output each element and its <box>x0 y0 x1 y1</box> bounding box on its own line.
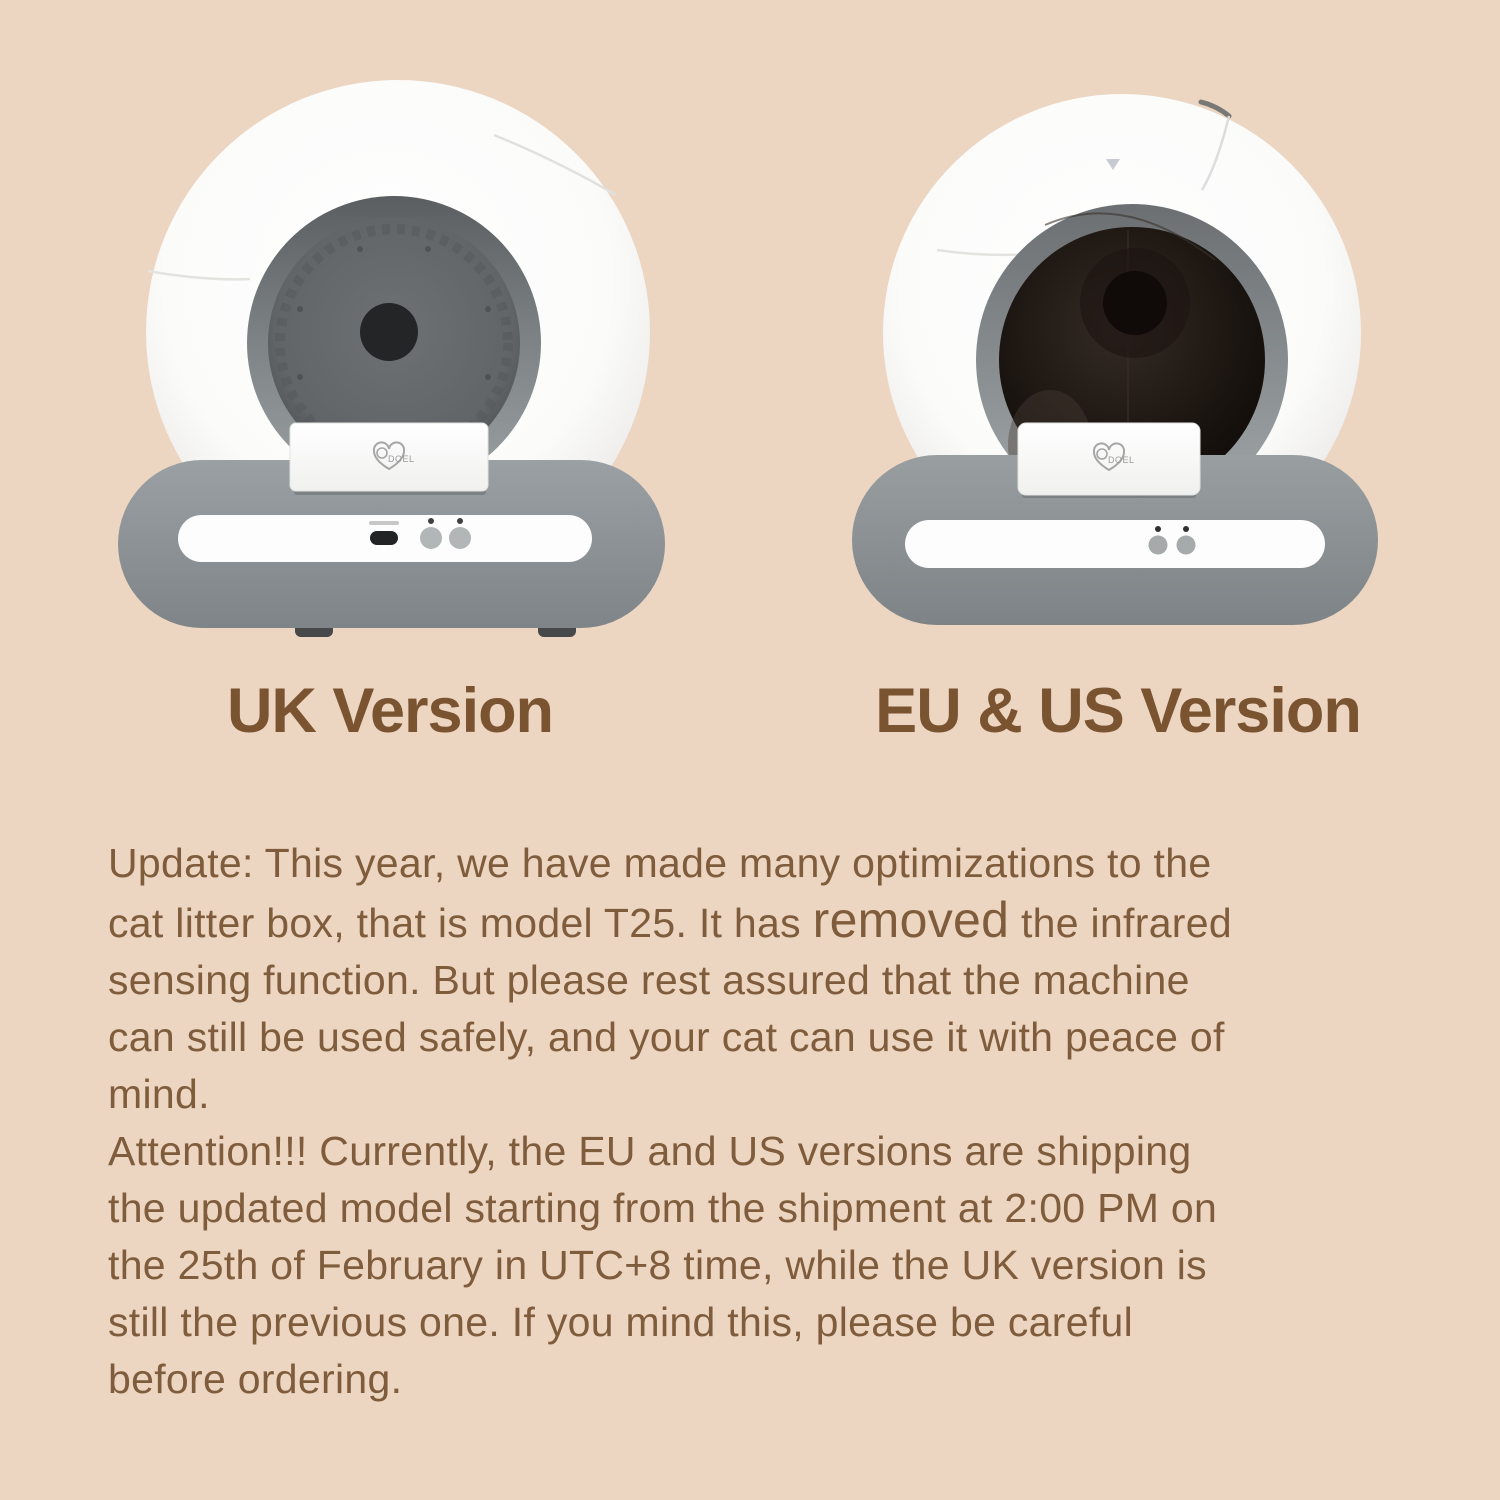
uk-litter-box-illustration <box>110 55 670 645</box>
description-line <box>108 1066 1453 1123</box>
brand-logo-text: DOEL <box>1108 455 1135 465</box>
description-line <box>108 1294 1453 1351</box>
product-photo-eu-us <box>845 60 1390 640</box>
description-line <box>108 1009 1453 1066</box>
description-segment: before ordering. <box>108 1356 403 1402</box>
port-label <box>369 521 399 525</box>
door-center-cap <box>360 303 418 361</box>
eu-us-version-heading: EU & US Version <box>875 676 1361 746</box>
brand-logo-text: DOEL <box>388 454 415 464</box>
description-segment: Update: This year, we have made many optimizations to the <box>108 840 1212 886</box>
description-segment: the updated model starting from the shipment at 2:00 PM on <box>108 1185 1218 1231</box>
control-button <box>1177 536 1196 555</box>
indicator-dot <box>457 518 463 524</box>
description-line <box>108 1123 1453 1180</box>
description-line <box>108 1351 1453 1408</box>
control-strip <box>905 520 1325 568</box>
interior-hole <box>1103 271 1167 335</box>
control-button <box>449 527 471 549</box>
indicator-dot <box>428 518 434 524</box>
uk-version-heading: UK Version <box>226 676 554 746</box>
control-button <box>420 527 442 549</box>
description-segment: the 25th of February in UTC+8 time, while the UK version is <box>108 1242 1207 1288</box>
description-segment: mind. <box>108 1071 210 1117</box>
description-line <box>108 835 1453 892</box>
indicator-dot <box>1155 526 1161 532</box>
description-segment: sensing function. But please rest assured that the machine <box>108 957 1190 1003</box>
description-segment: cat litter box, that is model T25. It has <box>108 900 813 946</box>
description-text <box>108 835 1453 1408</box>
description-segment: can still be used safely, and your cat can use it with peace of <box>108 1014 1225 1060</box>
description-line <box>108 892 1453 952</box>
description-segment: still the previous one. If you mind this, please be careful <box>108 1299 1134 1345</box>
description-line <box>108 1180 1453 1237</box>
description-line <box>108 952 1453 1009</box>
control-button <box>1149 536 1168 555</box>
eu-us-litter-box-illustration <box>845 60 1390 635</box>
description-segment: Attention!!! Currently, the EU and US versions are shipping <box>108 1128 1192 1174</box>
indicator-dot <box>1183 526 1189 532</box>
usb-c-port <box>370 531 398 545</box>
emphasized-word: removed <box>812 892 1010 948</box>
description-segment: the infrared <box>1009 900 1232 946</box>
description-line <box>108 1237 1453 1294</box>
product-photo-uk <box>110 55 670 650</box>
